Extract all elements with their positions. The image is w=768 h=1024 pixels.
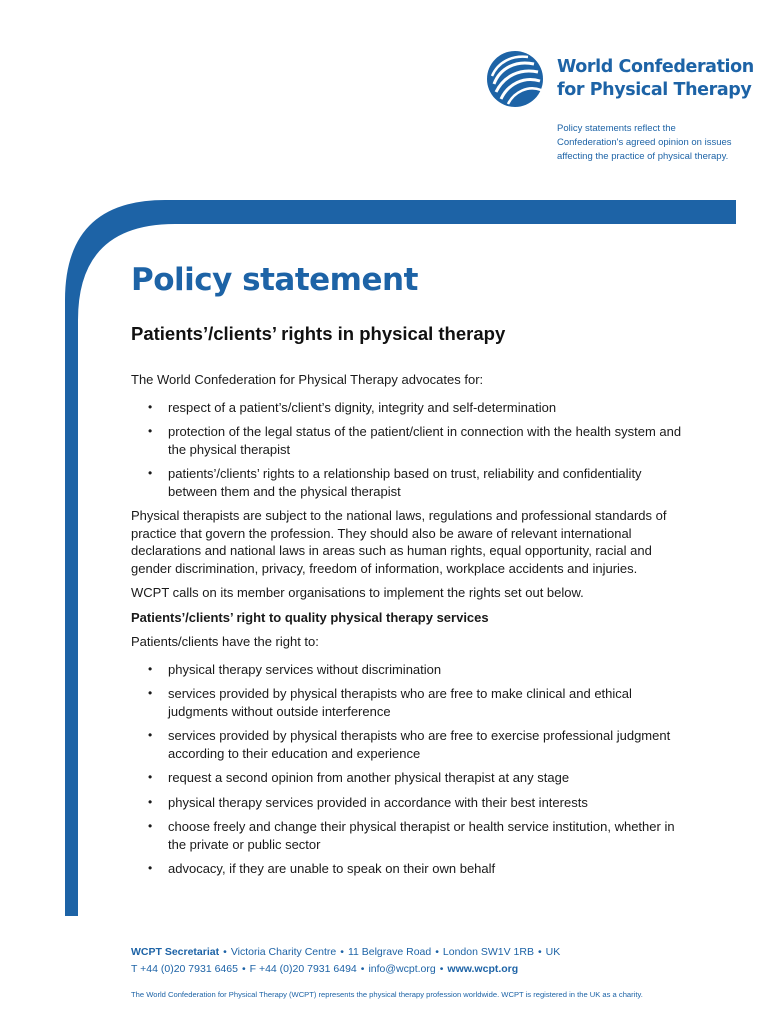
list-item: • advocacy, if they are unable to speak on their own behalf [168,860,691,878]
rights-list [131,661,691,878]
footer-website-link[interactable]: www.wcpt.org [447,963,519,975]
list-item: • physical therapy services without discrimination [168,661,691,679]
page-title: Policy statement [131,262,418,298]
section-heading: Patients’/clients’ right to quality physical therapy services [131,609,489,625]
list-item: • physical therapy services provided in accordance with their best interests [168,794,691,812]
list-item: • protection of the legal status of the patient/client in connection with the health system and the physical therapist [168,423,691,458]
org-name-line1: World Confederation [557,57,754,77]
tagline-line1: Policy statements reflect the [557,123,676,134]
intro-paragraph: The World Confederation for Physical Therapy advocates for: [131,372,484,387]
list-item: • choose freely and change their physical therapist or health service institution, whether in the private or public sector [168,818,691,853]
footer-address: 11 Belgrave Road [347,946,432,958]
org-name-line2: for Physical Therapy [557,80,752,100]
footer-note: The World Confederation for Physical Therapy (WCPT) represents the physical therapy profession worldwide. WCPT is registered in the UK as a charity. [131,990,643,999]
footer-email-link[interactable]: info@wcpt.org [368,963,436,975]
tagline-line2: Confederation's agreed opinion on issues [557,137,732,148]
footer-secretariat: WCPT Secretariat [131,946,220,958]
list-item: • patients’/clients’ rights to a relationship based on trust, reliability and confidentiality between them and the physical therapist [168,465,691,500]
footer-address: UK [545,946,561,958]
paragraph: Physical therapists are subject to the national laws, regulations and professional standards of practice that govern the profession. They should also be aware of relevant international declarations and national laws in areas such as human rights, equal opportunity, racial and gender discrimination, privacy, freedom of information, workplace accidents and injuries. [131,508,667,576]
document-subtitle: Patients’/clients’ rights in physical therapy [131,323,506,344]
section-intro: Patients/clients have the right to: [131,634,319,649]
footer-fax: F +44 (0)20 7931 6494 [249,963,357,975]
paragraph: WCPT calls on its member organisations to implement the rights set out below. [131,585,584,600]
footer-phone: T +44 (0)20 7931 6465 [131,963,238,975]
footer-contact: WCPT Secretariat • Victoria Charity Centre • 11 Belgrave Road • London SW1V 1RB • UK T +44 (0)20 7931 6465 • F +44 (0)20 7931 6494 • info@wcpt.org • www.wcpt.org [131,946,561,975]
list-item: • respect of a patient’s/client’s dignity, integrity and self-determination [168,399,691,417]
footer-address: Victoria Charity Centre [230,946,337,958]
advocacy-list [131,399,691,501]
tagline-line3: affecting the practice of physical therapy. [557,151,729,162]
list-item: • services provided by physical therapists who are free to make clinical and ethical judgments without outside interference [168,685,691,720]
footer-address: London SW1V 1RB [442,946,534,958]
list-item: • services provided by physical therapists who are free to exercise professional judgment according to their education and experience [168,727,691,762]
list-item: • request a second opinion from another physical therapist at any stage [168,769,691,787]
document-body [131,371,691,885]
